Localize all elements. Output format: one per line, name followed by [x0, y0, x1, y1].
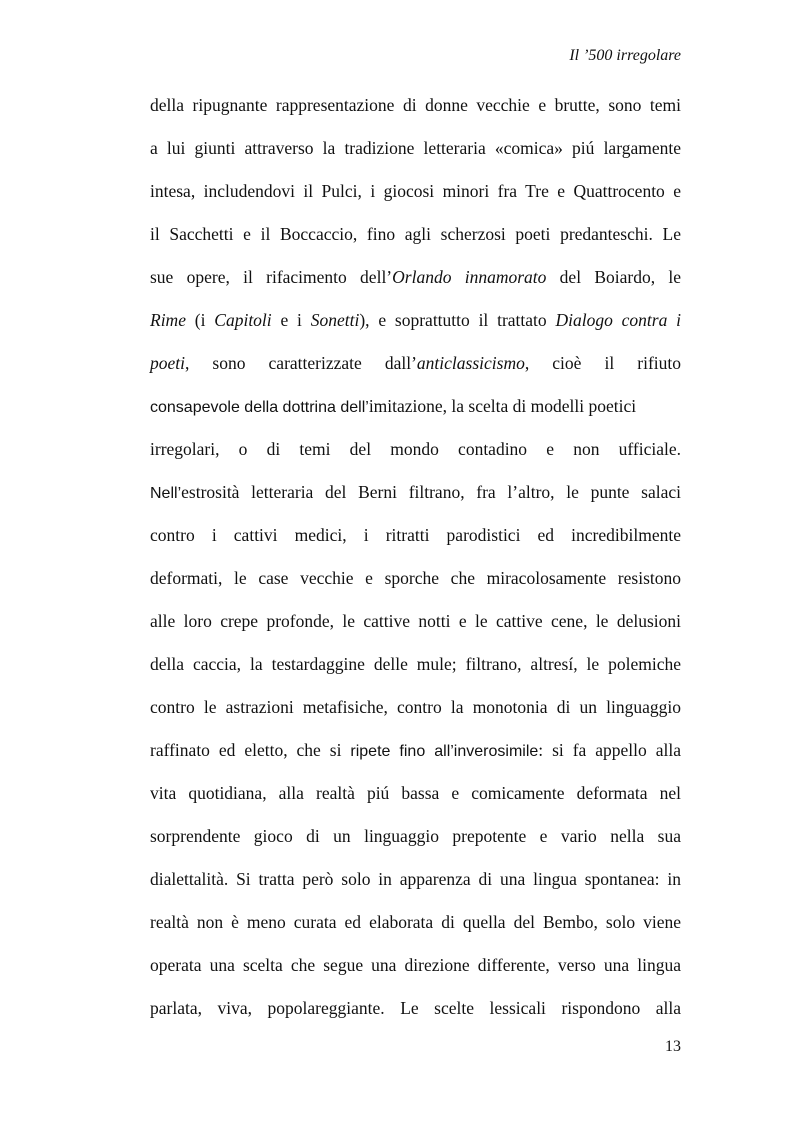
running-header: Il ’500 irregolare [569, 47, 681, 64]
text-line: consapevole della dottrina dell’imitazione, la scelta di modelli poetici [150, 396, 637, 416]
text-line: poeti, sono caratterizzate dall’anticlassicismo, cioè il rifiuto [150, 353, 681, 373]
text-line: deformati, le case vecchie e sporche che miracolosamente resistono [150, 568, 681, 588]
text-line: vita quotidiana, alla realtà piú bassa e comicamente deformata nel [150, 783, 681, 803]
text-line: della caccia, la testardaggine delle mule; filtrano, altresí, le polemiche [150, 654, 681, 674]
text-line: il Sacchetti e il Boccaccio, fino agli scherzosi poeti predanteschi. Le [150, 224, 681, 244]
text-line: sorprendente gioco di un linguaggio prepotente e vario nella sua [150, 826, 681, 846]
text-line: sue opere, il rifacimento dell’Orlando innamorato del Boiardo, le [150, 267, 682, 287]
text-line: operata una scelta che segue una direzione differente, verso una lingua [150, 955, 681, 975]
text-line: parlata, viva, popolareggiante. Le scelte lessicali rispondono alla [150, 998, 681, 1018]
text-line: alle loro crepe profonde, le cattive notti e le cattive cene, le delusioni [150, 611, 681, 631]
text-line: dialettalità. Si tratta però solo in apparenza di una lingua spontanea: in [150, 869, 681, 889]
text-line: contro le astrazioni metafisiche, contro la monotonia di un linguaggio [150, 697, 681, 717]
text-line: irregolari, o di temi del mondo contadino e non ufficiale. [150, 439, 681, 459]
text-line: Nell’estrosità letteraria del Berni filtrano, fra l’altro, le punte salaci [150, 482, 681, 502]
page-number: 13 [665, 1038, 681, 1055]
text-line: intesa, includendovi il Pulci, i giocosi minori fra Tre e Quattrocento e [150, 181, 681, 201]
text-line: Rime (i Capitoli e i Sonetti), e soprattutto il trattato Dialogo contra i [150, 310, 681, 330]
text-line: della ripugnante rappresentazione di donne vecchie e brutte, sono temi [150, 95, 681, 115]
text-line: raffinato ed eletto, che si ripete fino all’inverosimile: si fa appello alla [150, 740, 681, 760]
text-line: realtà non è meno curata ed elaborata di quella del Bembo, solo viene [150, 912, 681, 932]
text-line: contro i cattivi medici, i ritratti parodistici ed incredibilmente [150, 525, 681, 545]
text-line: a lui giunti attraverso la tradizione letteraria «comica» piú largamente [150, 138, 681, 158]
body-text [150, 84, 681, 1030]
